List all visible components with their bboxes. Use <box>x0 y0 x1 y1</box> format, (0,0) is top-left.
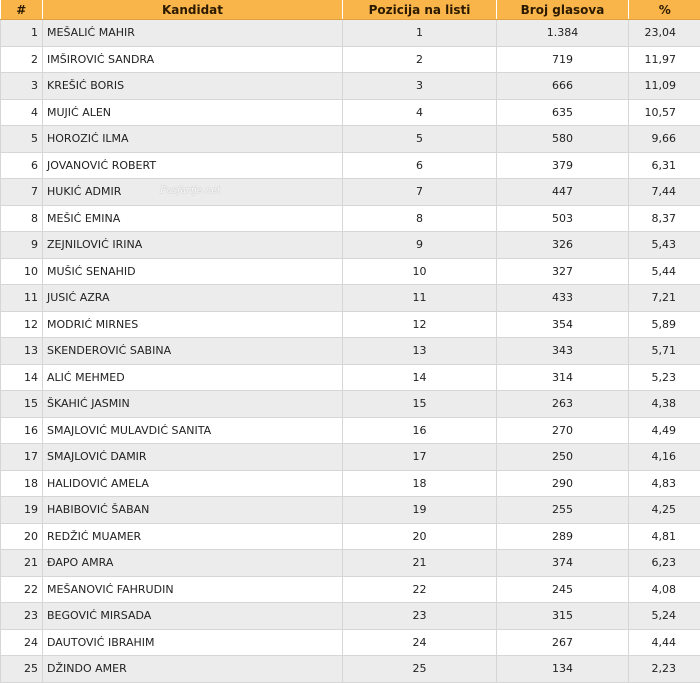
table-row <box>1 338 700 365</box>
cell-percent: 5,43 <box>629 232 700 259</box>
table-row <box>1 20 700 47</box>
cell-number: 4 <box>1 99 43 126</box>
table-row <box>1 603 700 630</box>
cell-candidate: JUSIĆ AZRA <box>43 285 343 312</box>
table-row <box>1 285 700 312</box>
cell-votes: 134 <box>497 656 629 683</box>
table-row <box>1 311 700 338</box>
cell-candidate: MEŠALIĆ MAHIR <box>43 20 343 47</box>
table-row <box>1 629 700 656</box>
cell-percent: 4,44 <box>629 629 700 656</box>
table-row <box>1 470 700 497</box>
table-row <box>1 205 700 232</box>
header-candidate[interactable]: Kandidat <box>43 0 343 20</box>
cell-number: 20 <box>1 523 43 550</box>
cell-number: 24 <box>1 629 43 656</box>
cell-percent: 10,57 <box>629 99 700 126</box>
cell-votes: 580 <box>497 126 629 153</box>
table-row <box>1 444 700 471</box>
table-row <box>1 523 700 550</box>
table-row <box>1 497 700 524</box>
cell-votes: 447 <box>497 179 629 206</box>
header-position[interactable]: Pozicija na listi <box>343 0 497 20</box>
cell-position: 3 <box>343 73 497 100</box>
cell-candidate: BEGOVIĆ MIRSADA <box>43 603 343 630</box>
cell-votes: 250 <box>497 444 629 471</box>
cell-number: 22 <box>1 576 43 603</box>
cell-percent: 5,44 <box>629 258 700 285</box>
table-row <box>1 576 700 603</box>
cell-candidate: DAUTOVIĆ IBRAHIM <box>43 629 343 656</box>
cell-votes: 379 <box>497 152 629 179</box>
table-header-row <box>1 0 700 20</box>
cell-position: 6 <box>343 152 497 179</box>
table-row <box>1 656 700 683</box>
cell-votes: 354 <box>497 311 629 338</box>
cell-candidate: HUKIĆ ADMIR <box>43 179 343 206</box>
cell-votes: 315 <box>497 603 629 630</box>
cell-votes: 719 <box>497 46 629 73</box>
watermark: Fusfarije.net <box>160 186 221 196</box>
cell-candidate: SMAJLOVIĆ DAMIR <box>43 444 343 471</box>
cell-percent: 4,38 <box>629 391 700 418</box>
cell-position: 9 <box>343 232 497 259</box>
cell-position: 12 <box>343 311 497 338</box>
cell-candidate: ZEJNILOVIĆ IRINA <box>43 232 343 259</box>
cell-position: 11 <box>343 285 497 312</box>
table-row <box>1 99 700 126</box>
cell-number: 12 <box>1 311 43 338</box>
cell-percent: 5,89 <box>629 311 700 338</box>
cell-candidate: KREŠIĆ BORIS <box>43 73 343 100</box>
cell-number: 21 <box>1 550 43 577</box>
cell-votes: 267 <box>497 629 629 656</box>
cell-candidate: IMŠIROVIĆ SANDRA <box>43 46 343 73</box>
cell-percent: 4,49 <box>629 417 700 444</box>
cell-position: 16 <box>343 417 497 444</box>
header-number[interactable]: # <box>1 0 43 20</box>
cell-percent: 23,04 <box>629 20 700 47</box>
cell-candidate: MODRIĆ MIRNES <box>43 311 343 338</box>
cell-candidate: SMAJLOVIĆ MULAVDIĆ SANITA <box>43 417 343 444</box>
cell-number: 13 <box>1 338 43 365</box>
cell-position: 1 <box>343 20 497 47</box>
cell-position: 25 <box>343 656 497 683</box>
cell-votes: 343 <box>497 338 629 365</box>
table-row <box>1 364 700 391</box>
cell-candidate: MEŠIĆ EMINA <box>43 205 343 232</box>
cell-candidate: ĐAPO AMRA <box>43 550 343 577</box>
cell-position: 10 <box>343 258 497 285</box>
cell-votes: 1.384 <box>497 20 629 47</box>
cell-percent: 5,71 <box>629 338 700 365</box>
cell-votes: 263 <box>497 391 629 418</box>
cell-candidate: MUŠIĆ SENAHID <box>43 258 343 285</box>
cell-percent: 5,24 <box>629 603 700 630</box>
cell-votes: 270 <box>497 417 629 444</box>
cell-candidate: JOVANOVIĆ ROBERT <box>43 152 343 179</box>
table-body <box>1 20 700 683</box>
cell-percent: 4,25 <box>629 497 700 524</box>
cell-number: 3 <box>1 73 43 100</box>
cell-candidate: REDŽIĆ MUAMER <box>43 523 343 550</box>
table-row <box>1 417 700 444</box>
cell-candidate: HABIBOVIĆ ŠABAN <box>43 497 343 524</box>
table-row <box>1 179 700 206</box>
cell-votes: 314 <box>497 364 629 391</box>
cell-percent: 8,37 <box>629 205 700 232</box>
cell-number: 19 <box>1 497 43 524</box>
cell-candidate: HALIDOVIĆ AMELA <box>43 470 343 497</box>
cell-votes: 666 <box>497 73 629 100</box>
cell-votes: 503 <box>497 205 629 232</box>
cell-number: 1 <box>1 20 43 47</box>
cell-position: 14 <box>343 364 497 391</box>
cell-number: 18 <box>1 470 43 497</box>
cell-position: 7 <box>343 179 497 206</box>
cell-number: 16 <box>1 417 43 444</box>
header-votes[interactable]: Broj glasova <box>497 0 629 20</box>
cell-position: 19 <box>343 497 497 524</box>
cell-percent: 11,97 <box>629 46 700 73</box>
cell-position: 2 <box>343 46 497 73</box>
cell-percent: 6,23 <box>629 550 700 577</box>
cell-percent: 6,31 <box>629 152 700 179</box>
table-row <box>1 550 700 577</box>
cell-percent: 7,21 <box>629 285 700 312</box>
cell-position: 15 <box>343 391 497 418</box>
cell-position: 4 <box>343 99 497 126</box>
table-row <box>1 73 700 100</box>
cell-candidate: DŽINDO AMER <box>43 656 343 683</box>
table-row <box>1 46 700 73</box>
cell-percent: 5,23 <box>629 364 700 391</box>
cell-number: 5 <box>1 126 43 153</box>
table-row <box>1 152 700 179</box>
table-row <box>1 391 700 418</box>
cell-votes: 327 <box>497 258 629 285</box>
cell-number: 17 <box>1 444 43 471</box>
cell-position: 18 <box>343 470 497 497</box>
cell-position: 5 <box>343 126 497 153</box>
cell-number: 10 <box>1 258 43 285</box>
cell-percent: 4,16 <box>629 444 700 471</box>
cell-candidate: HOROZIĆ ILMA <box>43 126 343 153</box>
cell-position: 21 <box>343 550 497 577</box>
cell-votes: 433 <box>497 285 629 312</box>
cell-percent: 4,83 <box>629 470 700 497</box>
cell-number: 15 <box>1 391 43 418</box>
cell-number: 2 <box>1 46 43 73</box>
cell-number: 11 <box>1 285 43 312</box>
table-row <box>1 126 700 153</box>
cell-percent: 7,44 <box>629 179 700 206</box>
cell-position: 22 <box>343 576 497 603</box>
cell-percent: 9,66 <box>629 126 700 153</box>
cell-number: 25 <box>1 656 43 683</box>
cell-candidate: MUJIĆ ALEN <box>43 99 343 126</box>
cell-percent: 4,08 <box>629 576 700 603</box>
cell-votes: 635 <box>497 99 629 126</box>
header-percent[interactable]: % <box>629 0 700 20</box>
cell-number: 9 <box>1 232 43 259</box>
cell-position: 13 <box>343 338 497 365</box>
cell-number: 23 <box>1 603 43 630</box>
cell-votes: 290 <box>497 470 629 497</box>
cell-number: 6 <box>1 152 43 179</box>
cell-position: 8 <box>343 205 497 232</box>
table-row <box>1 232 700 259</box>
table-row <box>1 258 700 285</box>
cell-position: 20 <box>343 523 497 550</box>
cell-votes: 245 <box>497 576 629 603</box>
cell-number: 8 <box>1 205 43 232</box>
cell-number: 7 <box>1 179 43 206</box>
cell-candidate: ALIĆ MEHMED <box>43 364 343 391</box>
cell-percent: 11,09 <box>629 73 700 100</box>
cell-percent: 2,23 <box>629 656 700 683</box>
cell-position: 17 <box>343 444 497 471</box>
cell-votes: 374 <box>497 550 629 577</box>
cell-candidate: ŠKAHIĆ JASMIN <box>43 391 343 418</box>
cell-number: 14 <box>1 364 43 391</box>
cell-votes: 255 <box>497 497 629 524</box>
cell-votes: 326 <box>497 232 629 259</box>
cell-position: 24 <box>343 629 497 656</box>
cell-votes: 289 <box>497 523 629 550</box>
cell-percent: 4,81 <box>629 523 700 550</box>
cell-candidate: SKENDEROVIĆ SABINA <box>43 338 343 365</box>
cell-position: 23 <box>343 603 497 630</box>
cell-candidate: MEŠANOVIĆ FAHRUDIN <box>43 576 343 603</box>
